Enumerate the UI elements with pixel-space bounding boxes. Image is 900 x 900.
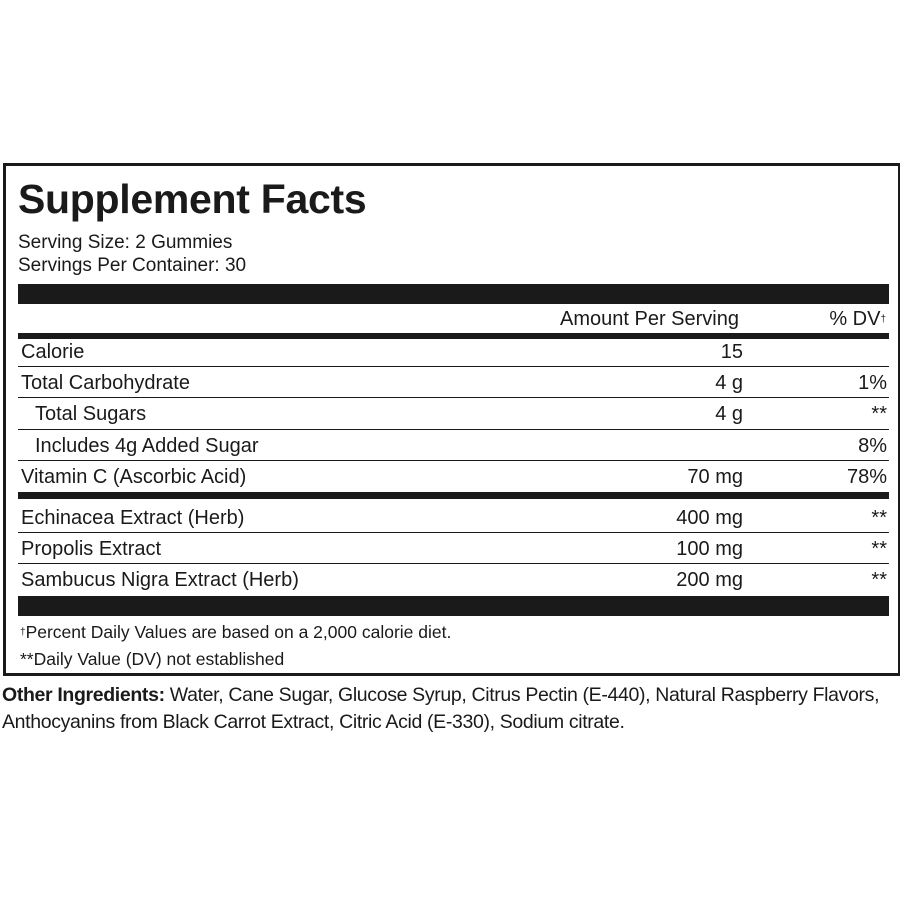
nutrient-name: Total Carbohydrate [21, 372, 190, 394]
nutrient-name: Echinacea Extract (Herb) [21, 507, 245, 529]
dv-header [829, 307, 886, 331]
footnote-percent-text: Percent Daily Values are based on a 2,000 calorie diet. [25, 622, 452, 642]
supplement-facts-panel [3, 163, 900, 676]
nutrient-amount: 4 g [715, 372, 743, 394]
row-divider [18, 429, 889, 430]
row-divider [18, 532, 889, 533]
other-ingredients-label: Other Ingredients: [2, 684, 165, 706]
dv-header-dagger: † [880, 314, 886, 325]
panel-title: Supplement Facts [18, 176, 367, 222]
medium-divider-header [18, 333, 889, 339]
nutrient-amount: 100 mg [676, 538, 743, 560]
nutrient-dv: 8% [858, 435, 887, 457]
nutrient-amount: 200 mg [676, 569, 743, 591]
nutrient-dv: ** [871, 403, 887, 425]
amount-per-serving-header: Amount Per Serving [560, 308, 739, 330]
footnote-dagger: † [20, 627, 26, 638]
dv-header-label: % DV [829, 308, 881, 330]
nutrient-name: Includes 4g Added Sugar [35, 435, 259, 457]
nutrient-amount: 70 mg [687, 466, 743, 488]
nutrient-dv: 78% [846, 466, 887, 488]
serving-size: Serving Size: 2 Gummies [18, 232, 233, 253]
row-divider [18, 366, 889, 367]
footnote-dv-not-established: **Daily Value (DV) not established [20, 649, 285, 669]
thick-divider-top [18, 284, 889, 304]
thick-divider-bottom [18, 596, 889, 616]
other-ingredients-text: Water, Cane Sugar, Glucose Syrup, Citrus Pectin (E-440), Natural Raspberry Flavors, Anthocyanins from Black Carrot Extract, Citric Acid (E-330), Sodium citrate. [2, 684, 880, 733]
nutrient-name: Propolis Extract [21, 538, 162, 560]
nutrient-amount: 4 g [715, 403, 743, 425]
nutrient-amount: 400 mg [676, 507, 743, 529]
row-divider [18, 460, 889, 461]
servings-per-container: Servings Per Container: 30 [18, 255, 247, 276]
nutrient-name: Calorie [21, 341, 85, 363]
nutrient-name: Sambucus Nigra Extract (Herb) [21, 569, 299, 591]
nutrient-dv: ** [871, 538, 887, 560]
nutrient-dv: ** [871, 569, 887, 591]
footnote-percent-dv [20, 621, 451, 643]
nutrient-dv: ** [871, 507, 887, 529]
nutrient-name: Vitamin C (Ascorbic Acid) [21, 466, 247, 488]
row-divider [18, 563, 889, 564]
medium-divider-vitamins [18, 492, 889, 499]
row-divider [18, 397, 889, 398]
nutrient-dv: 1% [858, 372, 887, 394]
nutrient-name: Total Sugars [35, 403, 147, 425]
other-ingredients [2, 682, 900, 736]
nutrient-amount: 15 [720, 341, 743, 363]
